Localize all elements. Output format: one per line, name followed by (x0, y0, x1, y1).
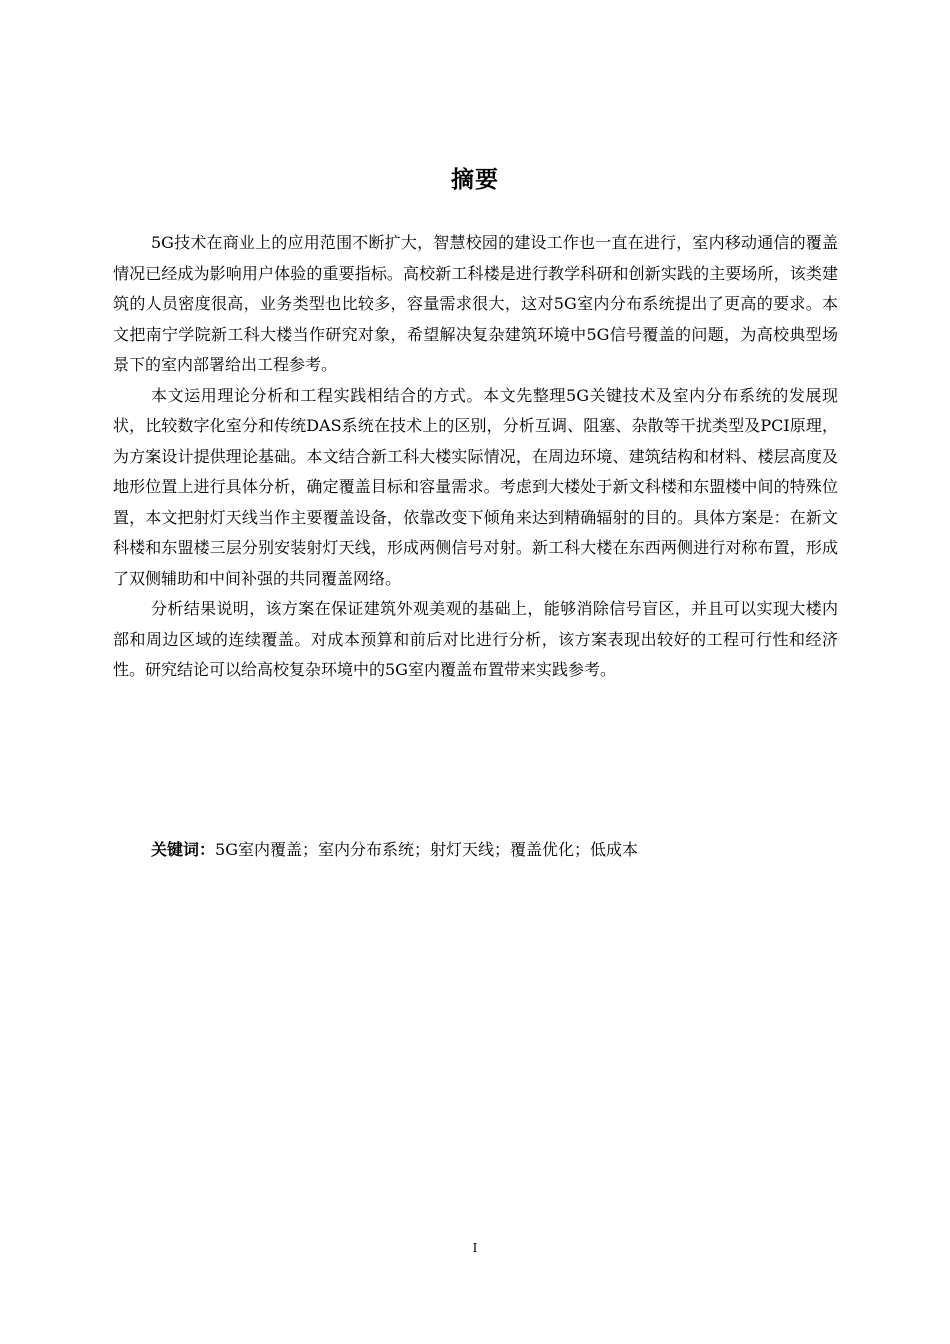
page-number: I (472, 1241, 478, 1255)
abstract-paragraph-3: 分析结果说明，该方案在保证建筑外观美观的基础上，能够消除信号盲区，并且可以实现大楼内部和周边区域的连续覆盖。对成本预算和前后对比进行分析，该方案表现出较好的工程可行性和经济性。研究结论可以给高校复杂环境中的5G室内覆盖布置带来实践参考。 (113, 599, 838, 679)
abstract-title: 摘要 (451, 167, 499, 193)
keywords-label: 关键词： (151, 840, 216, 859)
abstract-paragraph-2: 本文运用理论分析和工程实践相结合的方式。本文先整理5G关键技术及室内分布系统的发展现状，比较数字化室分和传统DAS系统在技术上的区别，分析互调、阻塞、杂散等干扰类型及PCI原理，为方案设计提供理论基础。本文结合新工科大楼实际情况，在周边环境、建筑结构和材料、楼层高度及地形位置上进行具体分析，确定覆盖目标和容量需求。考虑到大楼处于新文科楼和东盟楼中间的特殊位置，本文把射灯天线当作主要覆盖设备，依靠改变下倾角来达到精确辐射的目的。具体方案是：在新文科楼和东盟楼三层分别安装射灯天线，形成两侧信号对射。新工科大楼在东西两侧进行对称布置，形成了双侧辅助和中间补强的共同覆盖网络。 (113, 385, 838, 588)
abstract-paragraph-1: 5G技术在商业上的应用范围不断扩大，智慧校园的建设工作也一直在进行，室内移动通信的覆盖情况已经成为影响用户体验的重要指标。高校新工科楼是进行教学科研和创新实践的主要场所，该类建筑的人员密度很高，业务类型也比较多，容量需求很大，这对5G室内分布系统提出了更高的要求。本文把南宁学院新工科大楼当作研究对象，希望解决复杂建筑环境中5G信号覆盖的问题，为高校典型场景下的室内部署给出工程参考。 (113, 233, 838, 374)
keywords-text: 5G室内覆盖；室内分布系统；射灯天线；覆盖优化；低成本 (215, 840, 638, 859)
keywords-line (151, 835, 841, 865)
abstract-body (113, 228, 838, 686)
